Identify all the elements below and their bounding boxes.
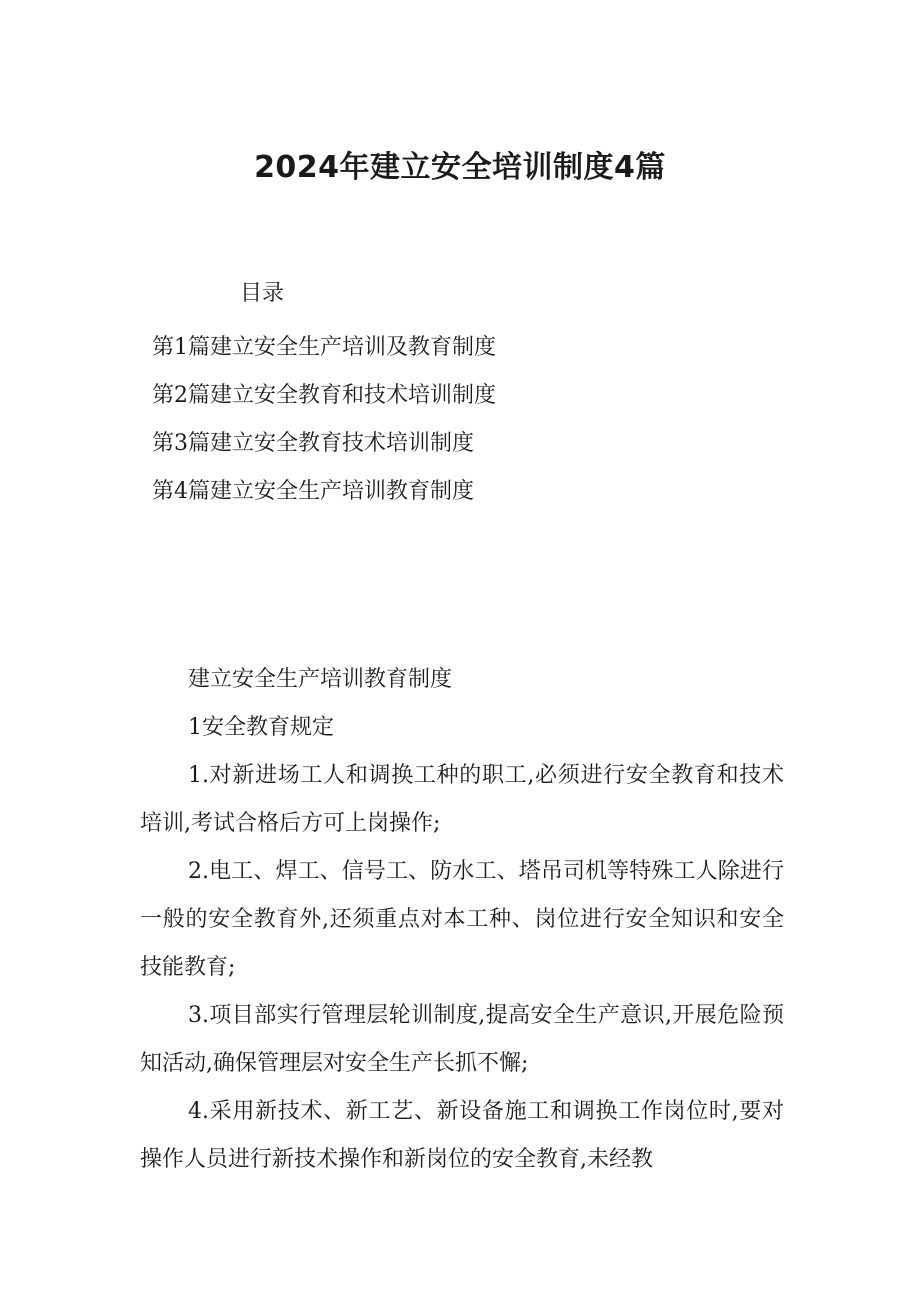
toc-item: 第2篇建立安全教育和技术培训制度: [152, 383, 496, 408]
section-body: [140, 656, 784, 1184]
table-of-contents: [152, 324, 496, 516]
subsection-title: 1安全教育规定: [188, 715, 334, 740]
toc-item: 第4篇建立安全生产培训教育制度: [152, 479, 474, 504]
toc-item: 第3篇建立安全教育技术培训制度: [152, 431, 474, 456]
section-title: 建立安全生产培训教育制度: [188, 667, 453, 692]
paragraph: 3.项目部实行管理层轮训制度,提高安全生产意识,开展危险预知活动,确保管理层对安全生产长抓不懈;: [140, 1003, 784, 1076]
paragraph: 4.采用新技术、新工艺、新设备施工和调换工作岗位时,要对操作人员进行新技术操作和新岗位的安全教育,未经教: [140, 1099, 784, 1172]
document-title: 2024年建立安全培训制度4篇: [254, 150, 666, 185]
paragraph: 2.电工、焊工、信号工、防水工、塔吊司机等特殊工人除进行一般的安全教育外,还须重点对本工种、岗位进行安全知识和安全技能教育;: [140, 859, 784, 980]
paragraph: 1.对新进场工人和调换工种的职工,必须进行安全教育和技术培训,考试合格后方可上岗操作;: [140, 763, 784, 836]
toc-heading: 目录: [240, 281, 285, 306]
toc-item: 第1篇建立安全生产培训及教育制度: [152, 335, 496, 360]
